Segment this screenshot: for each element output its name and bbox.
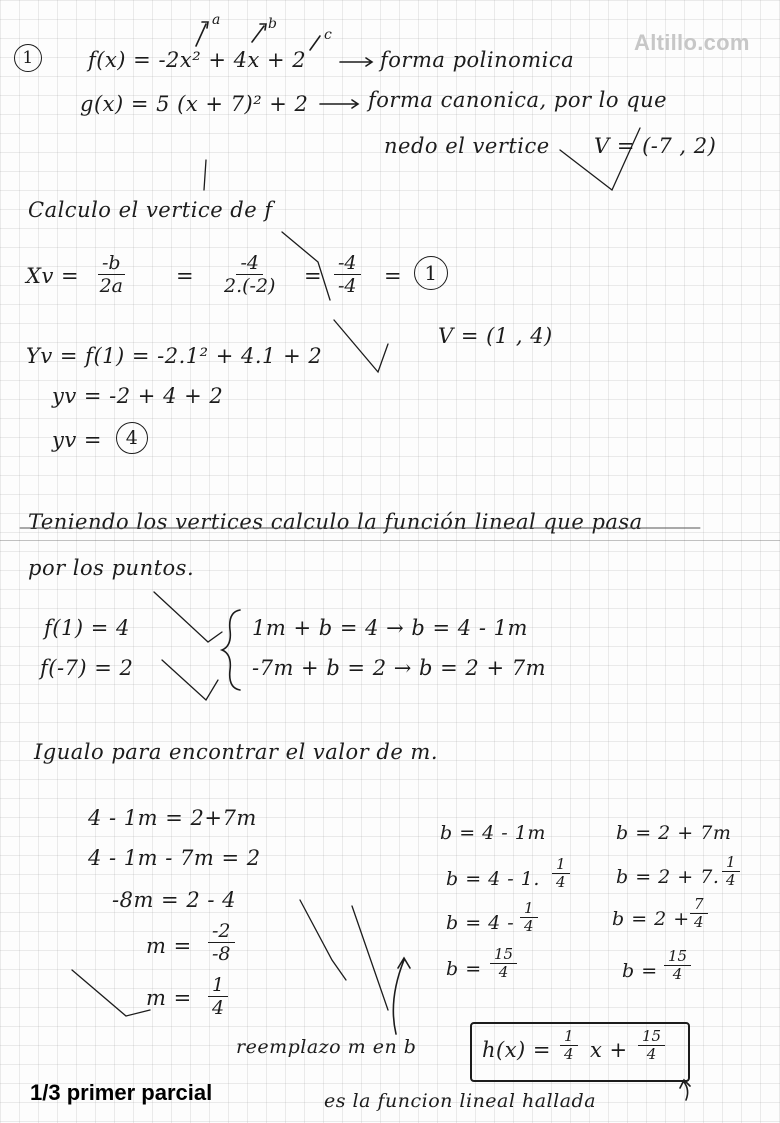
b-right-step-2-label: b = 2 + 7. <box>616 866 720 888</box>
f-form-note: forma polinomica <box>380 48 575 72</box>
b-right-step-4-num: 15 <box>664 948 691 966</box>
check-mark-7-icon <box>352 906 388 1010</box>
tick-stroke-icon <box>204 160 206 190</box>
coef-a-label: a <box>212 12 221 28</box>
system-eq-1: 1m + b = 4 → b = 4 - 1m <box>252 616 528 640</box>
f-note-arrow-icon <box>340 58 372 66</box>
linear-intro-line-1: Teniendo los vertices calculo la función lineal que pasa <box>28 510 643 534</box>
point-2: f(-7) = 2 <box>40 656 134 680</box>
solve-step-4-label: m = <box>146 934 192 958</box>
solve-step-5-num: 1 <box>208 974 228 997</box>
b-left-step-4-label: b = <box>446 958 482 980</box>
yv-line-2: yv = -2 + 4 + 2 <box>52 384 224 408</box>
coef-b-label: b <box>268 16 278 32</box>
footer-label: 1/3 primer parcial <box>30 1080 213 1105</box>
check-mark-8-icon <box>72 970 150 1016</box>
solve-step-1: 4 - 1m = 2+7m <box>88 806 257 830</box>
equals-sign-2: = <box>304 264 323 288</box>
igualo-text: Igualo para encontrar el valor de m. <box>34 740 439 764</box>
f-definition: f(x) = -2x² + 4x + 2 <box>88 48 307 72</box>
solve-step-5-label: m = <box>146 986 192 1010</box>
xv-sub-den: 2.(-2) <box>224 275 276 297</box>
solve-step-5-den: 4 <box>212 997 225 1019</box>
b-right-step-3-den: 4 <box>694 913 704 931</box>
g-vertex: V = (-7 , 2) <box>594 134 717 158</box>
result-slope-den: 4 <box>564 1045 574 1063</box>
b-left-step-4-den: 4 <box>498 963 509 981</box>
b-left-step-2-den: 4 <box>556 873 566 891</box>
check-mark-2-icon <box>282 232 330 300</box>
result-x-term: x + <box>590 1038 628 1062</box>
equals-sign-1: = <box>176 264 195 288</box>
yv-line-3: yv = <box>52 428 102 452</box>
system-brace-icon <box>222 610 240 690</box>
system-eq-2: -7m + b = 2 → b = 2 + 7m <box>252 656 546 680</box>
xv-formula-den: 2a <box>99 275 123 297</box>
result-slope-num: 1 <box>560 1028 578 1046</box>
b-right-step-4-label: b = <box>622 960 658 982</box>
b-right-step-2-num: 1 <box>722 854 740 872</box>
xv-formula-num: -b <box>98 252 125 275</box>
b-left-step-2-num: 1 <box>552 856 570 874</box>
xv-label: Xv = <box>26 264 80 288</box>
g-definition: g(x) = 5 (x + 7)² + 2 <box>80 92 309 116</box>
watermark: Altillo.com <box>634 30 750 55</box>
vertex-heading: Calculo el vertice de f <box>28 198 273 222</box>
coef-a-arrow-icon <box>196 24 206 46</box>
check-mark-5-icon <box>162 660 218 700</box>
solve-step-3: -8m = 2 - 4 <box>112 888 236 912</box>
b-left-step-1: b = 4 - 1m <box>440 822 546 844</box>
g-form-note: forma canonica, por lo que <box>368 88 668 112</box>
reemplazo-arrow-icon <box>393 958 410 1034</box>
b-right-step-2-den: 4 <box>726 871 736 889</box>
reemplazo-text: reemplazo m en b <box>236 1036 417 1058</box>
solve-step-4-den: -8 <box>212 943 231 965</box>
check-mark-1-icon <box>560 128 640 190</box>
conclusion-text: es la funcion lineal hallada <box>324 1090 597 1112</box>
coef-b-arrow-icon <box>252 26 264 42</box>
f-vertex: V = (1 , 4) <box>438 324 553 348</box>
equals-sign-3: = <box>384 264 403 288</box>
yv-line-1: Yv = f(1) = -2.1² + 4.1 + 2 <box>26 344 323 368</box>
check-mark-6-icon <box>300 900 346 980</box>
xv-sub-num: -4 <box>236 252 263 275</box>
solve-step-2: 4 - 1m - 7m = 2 <box>88 846 261 870</box>
coef-c-label: c <box>324 27 333 43</box>
conclusion-arrow-icon <box>680 1080 690 1100</box>
xv-simplified-num: -4 <box>334 252 361 275</box>
coef-c-arrow-icon <box>310 36 320 50</box>
g-vertex-note: nedo el vertice <box>384 134 550 158</box>
result-label: h(x) = <box>482 1038 552 1062</box>
check-mark-3-icon <box>334 320 388 372</box>
exercise-number-circle: 1 <box>14 44 42 72</box>
xv-result-circle: 1 <box>414 256 448 290</box>
g-note-arrow-icon <box>320 100 358 108</box>
b-left-step-2-label: b = 4 - 1. <box>446 868 540 890</box>
b-right-step-4-den: 4 <box>672 965 683 983</box>
result-intercept-den: 4 <box>646 1045 657 1063</box>
check-mark-4-icon <box>154 592 222 642</box>
linear-intro-line-2: por los puntos. <box>28 556 195 580</box>
b-left-step-3-den: 4 <box>524 917 534 935</box>
yv-result-circle: 4 <box>116 422 148 454</box>
xv-simplified-den: -4 <box>338 275 357 297</box>
solve-step-4-num: -2 <box>208 920 235 943</box>
b-left-step-4-num: 15 <box>490 946 517 964</box>
point-1: f(1) = 4 <box>44 616 130 640</box>
b-left-step-3-num: 1 <box>520 900 538 918</box>
b-right-step-3-label: b = 2 + <box>612 908 690 930</box>
b-right-step-1: b = 2 + 7m <box>616 822 732 844</box>
result-intercept-num: 15 <box>638 1028 665 1046</box>
b-left-step-3-label: b = 4 - <box>446 912 515 934</box>
b-right-step-3-num: 7 <box>690 896 708 914</box>
